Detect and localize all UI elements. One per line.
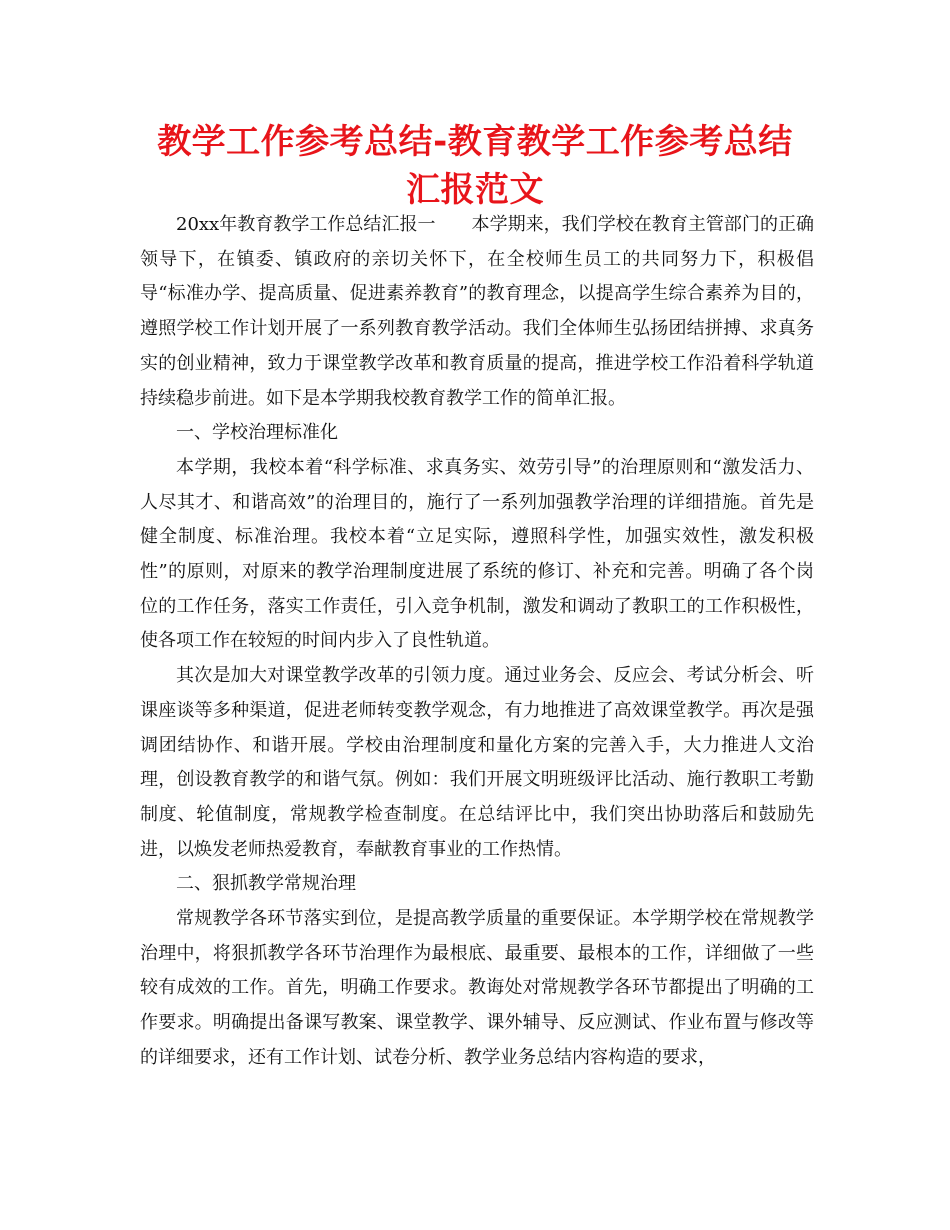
document-body <box>140 208 814 1076</box>
paragraph-management: 本学期，我校本着“科学标准、求真务实、效劳引导”的治理原则和“激发活力、人尽其才、和谐高效”的治理目的，施行了一系列加强教学治理的详细措施。首先是健全制度、标准治理。我校本着“立足实际，遵照科学性，加强实效性，激发积极性”的原则，对原来的教学治理制度进展了系统的修订、补充和完善。明确了各个岗位的工作任务，落实工作责任，引入竞争机制，激发和调动了教职工的工作积极性，使各项工作在较短的时间内步入了良性轨道。 <box>140 456 814 652</box>
paragraph-intro: 20xx年教育教学工作总结汇报一 本学期来，我们学校在教育主管部门的正确领导下，在镇委、镇政府的亲切关怀下，在全校师生员工的共同努力下，积极倡导“标准办学、提高质量、促进素养教育”的教育理念，以提高学生综合素养为目的，遵照学校工作计划开展了一系列教育教学活动。我们全体师生弘扬团结拼搏、求真务实的创业精神，致力于课堂教学改革和教育质量的提高，推进学校工作沿着科学轨道持续稳步前进。如下是本学期我校教育教学工作的简单汇报。 <box>140 214 814 409</box>
section-heading-1: 一、学校治理标准化 <box>176 422 338 444</box>
document-title: 教学工作参考总结-教育教学工作参考总结汇报范文 <box>157 122 793 210</box>
paragraph-routine-teaching: 常规教学各环节落实到位，是提高教学质量的重要保证。本学期学校在常规教学治理中，将狠抓教学各环节治理作为最根底、最重要、最根本的工作，详细做了一些较有成效的工作。首先，明确工作要求。教诲处对常规教学各环节都提出了明确的工作要求。明确提出备课写教案、课堂教学、课外辅导、反应测试、作业布置与修改等的详细要求，还有工作计划、试卷分析、教学业务总结内容构造的要求， <box>140 908 814 1068</box>
paragraph-classroom-reform: 其次是加大对课堂教学改革的引领力度。通过业务会、反应会、考试分析会、听课座谈等多种渠道，促进老师转变教学观念，有力地推进了高效课堂教学。再次是强调团结协作、和谐开展。学校由治理制度和量化方案的完善入手，大力推进人文治理，创设教育教学的和谐气氛。例如：我们开展文明班级评比活动、施行教职工考勤制度、轮值制度，常规教学检查制度。在总结评比中，我们突出协助落后和鼓励先进，以焕发老师热爱教育，奉献教育事业的工作热情。 <box>140 665 814 860</box>
section-heading-2: 二、狠抓教学常规治理 <box>176 873 356 895</box>
